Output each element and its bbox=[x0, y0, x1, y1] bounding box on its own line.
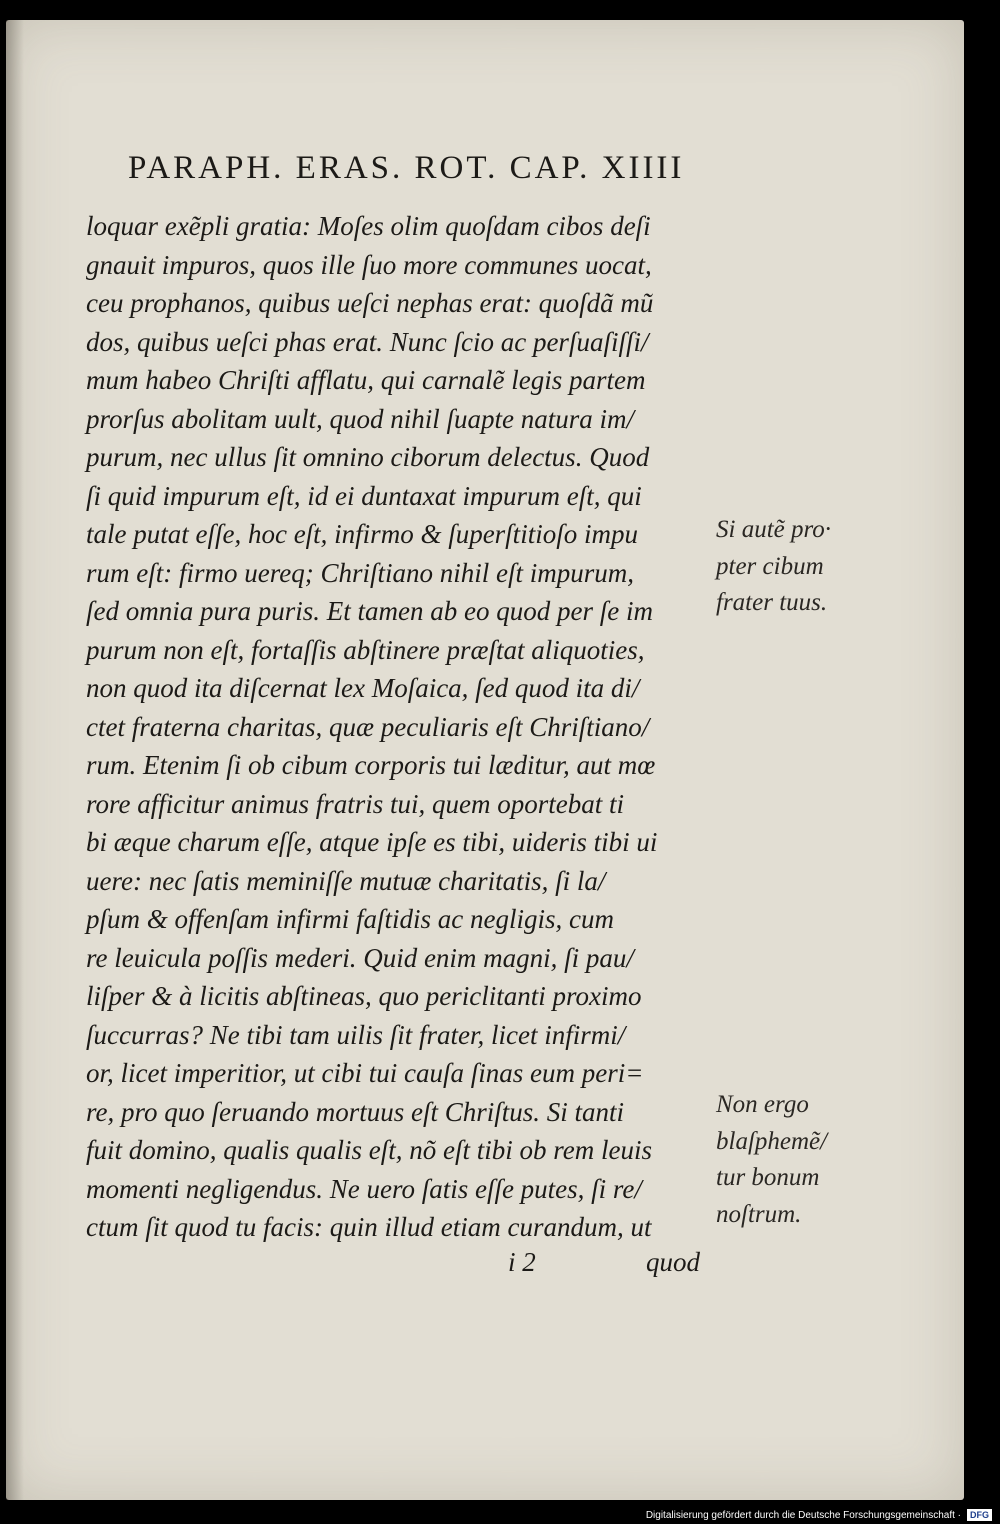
text-line: ctet fraterna charitas, quæ peculiaris eſt Chriſtiano/ bbox=[86, 711, 650, 742]
text-line: momenti negligendus. Ne uero ſatis eſſe putes, ſi re/ bbox=[86, 1173, 642, 1204]
margin-note-line: pter cibum bbox=[716, 552, 824, 580]
text-line: or, licet imperitior, ut cibi tui cauſa ſinas eum peri= bbox=[86, 1058, 644, 1088]
text-line: ceu prophanos, quibus ueſci nephas erat: quoſdã mũ bbox=[86, 288, 654, 318]
text-line: rore afficitur animus fratris tui, quem oportebat ti bbox=[86, 788, 625, 819]
text-line: rum. Etenim ſi ob cibum corporis tui læditur, aut mœ bbox=[86, 750, 656, 780]
text-line: tale putat eſſe, hoc eſt, infirmo & ſuperſtitioſo impu bbox=[86, 519, 638, 549]
text-line: dos, quibus ueſci phas erat. Nunc ſcio ac perſuaſiſſi/ bbox=[86, 326, 649, 357]
margin-note-line: tur bonum bbox=[716, 1164, 820, 1191]
main-text-block bbox=[82, 207, 710, 1247]
running-head: PARAPH. ERAS. ROT. CAP. XIIII bbox=[128, 150, 685, 186]
credit-text: Digitalisierung gefördert durch die Deutsche Forschungsgemeinschaft · bbox=[645, 1509, 961, 1521]
text-line: bi æque charum eſſe, atque ipſe es tibi, uideris tibi ui bbox=[86, 827, 658, 857]
catchword: quod bbox=[646, 1247, 700, 1277]
text-line: prorſus abolitam uult, quod nihil ſuapte natura im/ bbox=[86, 403, 635, 434]
text-line: loquar exẽpli gratia: Moſes olim quoſdam cibos deſi bbox=[86, 211, 651, 241]
text-line: fuit domino, qualis qualis eſt, nõ eſt tibi ob rem leuis bbox=[86, 1135, 652, 1165]
text-line: purum, nec ullus ſit omnino ciborum delectus. Quod bbox=[86, 442, 650, 472]
text-line: re, pro quo ſeruando mortuus eſt Chriſtus. Si tanti bbox=[86, 1096, 625, 1127]
text-line: gnauit impuros, quos ille ſuo more communes uocat, bbox=[86, 249, 652, 280]
margin-note-2 bbox=[716, 1087, 866, 1233]
signature-mark: i 2 bbox=[508, 1247, 536, 1277]
text-line: ſi quid impurum eſt, id ei duntaxat impurum eſt, qui bbox=[86, 480, 642, 511]
text-line: purum non eſt, fortaſſis abſtinere præſtat aliquoties, bbox=[86, 634, 645, 665]
text-line: mum habeo Chriſti afflatu, qui carnalẽ legis partem bbox=[86, 365, 646, 395]
text-line: re leuicula poſſis mederi. Quid enim magni, ſi pau/ bbox=[86, 942, 634, 973]
text-line: ctum ſit quod tu facis: quin illud etiam curandum, ut bbox=[86, 1212, 652, 1242]
digitization-credit bbox=[600, 1508, 992, 1522]
gutter-shadow bbox=[6, 20, 24, 1500]
text-line: liſper & à licitis abſtineas, quo periclitanti proximo bbox=[86, 981, 642, 1011]
margin-note-line: noſtrum. bbox=[716, 1200, 802, 1228]
margin-note-1 bbox=[716, 512, 866, 622]
margin-note-line: blaſphemẽ/ bbox=[716, 1127, 828, 1155]
text-line: ſuccurras? Ne tibi tam uilis ſit frater, licet infirmi/ bbox=[86, 1019, 626, 1050]
text-line: non quod ita diſcernat lex Moſaica, ſed quod ita di/ bbox=[86, 673, 640, 703]
text-line: rum eſt: firmo uereq; Chriſtiano nihil eſt impurum, bbox=[86, 557, 634, 588]
text-line: pſum & offenſam infirmi faſtidis ac negligis, cum bbox=[86, 904, 614, 934]
margin-note-line: Non ergo bbox=[716, 1091, 809, 1118]
text-line: uere: nec ſatis meminiſſe mutuæ charitatis, ſi la/ bbox=[86, 865, 606, 896]
margin-note-line: Si autẽ pro· bbox=[716, 516, 832, 543]
dfg-logo: DFG bbox=[967, 1509, 992, 1521]
text-line: ſed omnia pura puris. Et tamen ab eo quod per ſe im bbox=[86, 596, 653, 626]
margin-note-line: frater tuus. bbox=[716, 589, 828, 616]
